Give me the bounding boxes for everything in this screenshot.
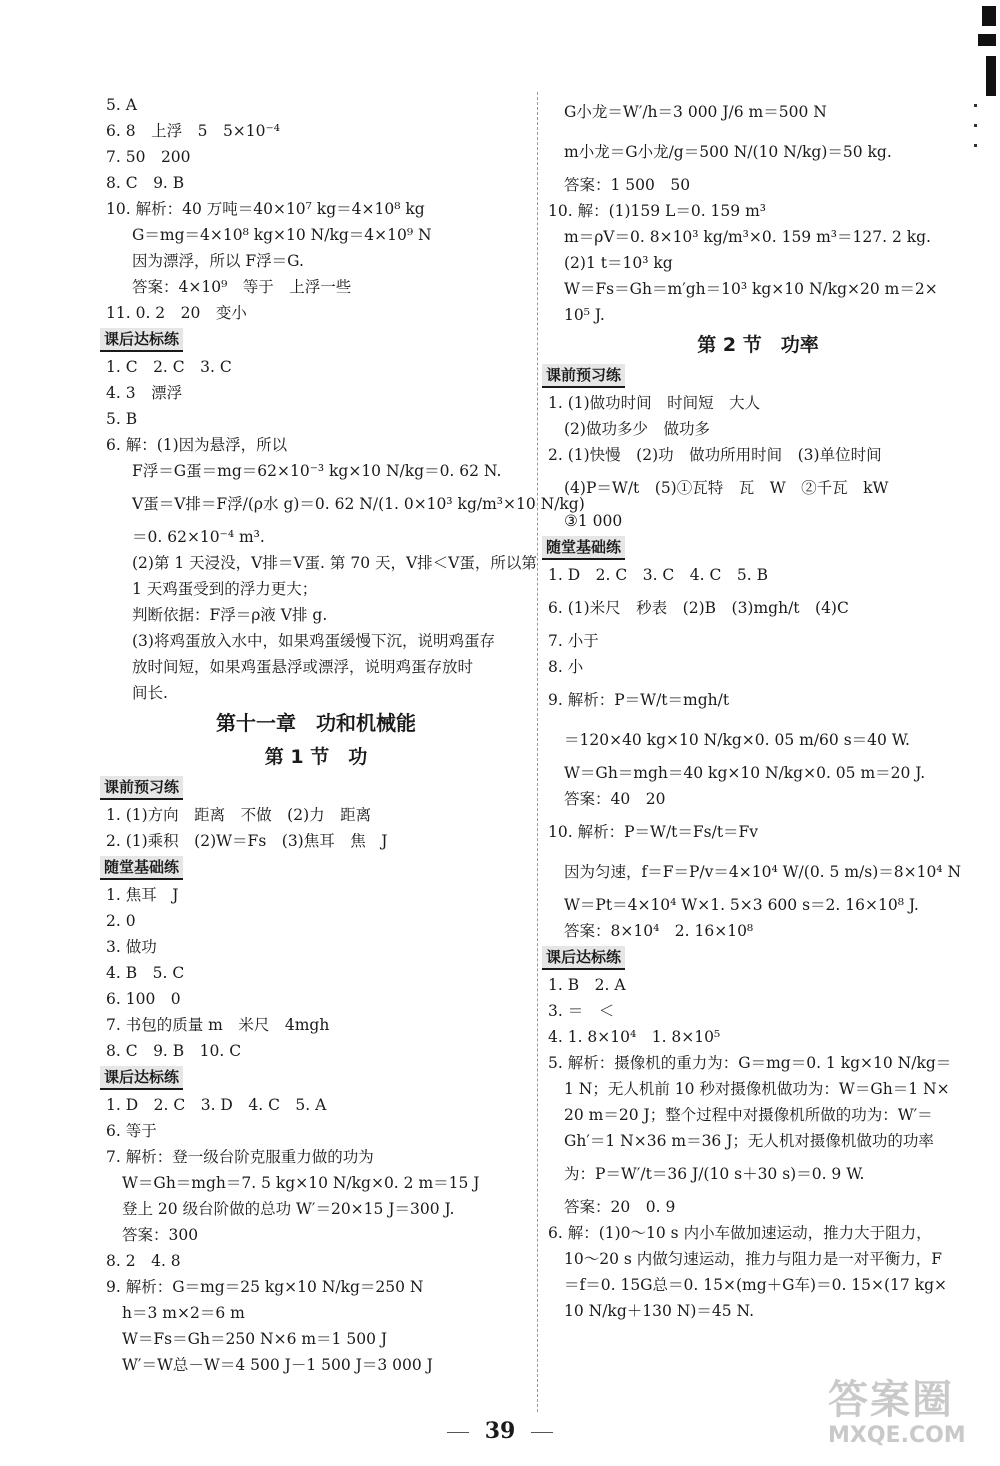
answer-line: 答案：40 20: [564, 790, 666, 808]
answer-line: (2)第 1 天浸没，V排＝V蛋. 第 70 天，V排＜V蛋，所以第: [132, 554, 537, 572]
answer-line: 7. 小于: [548, 632, 599, 650]
answer-line: 10～20 s 内做匀速运动，推力与阻力是一对平衡力，F: [564, 1250, 943, 1268]
section-label: 课后达标练: [100, 1066, 183, 1090]
answer-line: ③1 000: [564, 512, 623, 530]
answer-line: W＝Gh＝mgh＝40 kg×10 N/kg×0. 05 m＝20 J.: [564, 764, 926, 782]
answer-line: 10. 解：(1)159 L＝0. 159 m³: [548, 202, 766, 220]
answer-line: 为：P＝W′/t＝36 J/(10 s＋30 s)＝0. 9 W.: [564, 1165, 865, 1183]
answer-line: 8. 2 4. 8: [106, 1252, 181, 1270]
answer-line: 1. 焦耳 J: [106, 886, 179, 904]
section-heading-row: [548, 944, 968, 972]
answer-line: 3. ＝ ＜: [548, 1002, 615, 1020]
section-label: 课前预习练: [100, 776, 183, 800]
right-column: [548, 92, 968, 1324]
answer-line: (2)做功多少 做功多: [564, 420, 710, 438]
answer-line: (2)1 t＝10³ kg: [564, 254, 673, 272]
watermark-logo: [828, 1378, 988, 1460]
answer-line: (4)P＝W/t (5)①瓦特 瓦 W ②千瓦 kW: [564, 479, 889, 497]
section-label: 随堂基础练: [542, 536, 625, 560]
answer-line: 7. 解析：登一级台阶克服重力做的功为: [106, 1148, 374, 1166]
answer-line: F浮＝G蛋＝mg＝62×10⁻³ kg×10 N/kg＝0. 62 N.: [132, 462, 502, 480]
answer-line: 答案：1 500 50: [564, 176, 691, 194]
section-heading-row: [106, 854, 526, 882]
page-number-value: 39: [484, 1418, 516, 1444]
answer-line: 答案：4×10⁹ 等于 上浮一些: [132, 278, 352, 296]
answer-line: 2. (1)乘积 (2)W＝Fs (3)焦耳 焦 J: [106, 832, 388, 850]
answer-line: 4. 1. 8×10⁴ 1. 8×10⁵: [548, 1028, 721, 1046]
page-number-dash-right: [531, 1432, 553, 1433]
answer-line: 4. 3 漂浮: [106, 384, 183, 402]
section-heading-row: [106, 1064, 526, 1092]
answer-line: 3. 做功: [106, 938, 157, 956]
answer-line: 答案：20 0. 9: [564, 1198, 676, 1216]
section-label: 课后达标练: [542, 946, 625, 970]
answer-line: W＝Fs＝Gh＝250 N×6 m＝1 500 J: [122, 1330, 388, 1348]
watermark-title: 答案圈: [828, 1377, 954, 1423]
answer-line: 判断依据：F浮＝ρ液 V排 g.: [132, 606, 328, 624]
answer-line: (3)将鸡蛋放入水中，如果鸡蛋缓慢下沉，说明鸡蛋存: [132, 632, 495, 650]
answer-line: 8. 小: [548, 658, 584, 676]
answer-line: V蛋＝V排＝F浮/(ρ水 g)＝0. 62 N/(1. 0×10³ kg/m³×10 N/kg): [132, 495, 585, 513]
answer-line: G小龙＝W′/h＝3 000 J/6 m＝500 N: [564, 103, 827, 121]
answer-line: 6. 8 上浮 5 5×10⁻⁴: [106, 122, 280, 140]
answer-line: W′＝W总－W＝4 500 J－1 500 J＝3 000 J: [122, 1356, 433, 1374]
answer-line: 5. 解析：摄像机的重力为：G＝mg＝0. 1 kg×10 N/kg＝: [548, 1054, 952, 1072]
answer-line: 间长.: [132, 684, 168, 702]
answer-line: 1. (1)方向 距离 不做 (2)力 距离: [106, 806, 372, 824]
answer-line: ＝0. 62×10⁻⁴ m³.: [132, 528, 265, 546]
section-label: 随堂基础练: [100, 856, 183, 880]
answer-line: 因为匀速，f＝F＝P/v＝4×10⁴ W/(0. 5 m/s)＝8×10⁴ N: [564, 863, 962, 881]
chapter-title: 第十一章 功和机械能: [216, 711, 416, 735]
answer-line: 11. 0. 2 20 变小: [106, 304, 247, 322]
answer-line: 6. (1)米尺 秒表 (2)B (3)mgh/t (4)C: [548, 599, 849, 617]
answer-line: Gh′＝1 N×36 m＝36 J；无人机对摄像机做功的功率: [564, 1132, 934, 1150]
answer-line: G＝mg＝4×10⁸ kg×10 N/kg＝4×10⁹ N: [132, 226, 432, 244]
answer-line: ＝120×40 kg×10 N/kg×0. 05 m/60 s＝40 W.: [564, 731, 910, 749]
answer-line: 1. (1)做功时间 时间短 大人: [548, 394, 761, 412]
answer-line: 1 天鸡蛋受到的浮力更大；: [132, 580, 318, 598]
answer-line: W＝Pt＝4×10⁴ W×1. 5×3 600 s＝2. 16×10⁸ J.: [564, 896, 919, 914]
page-number-dash-left: [447, 1432, 469, 1433]
answer-line: 2. (1)快慢 (2)功 做功所用时间 (3)单位时间: [548, 446, 882, 464]
section-heading-row: [106, 774, 526, 802]
answer-line: 答案：300: [122, 1226, 199, 1244]
answer-line: 8. C 9. B: [106, 174, 185, 192]
answer-line: 10. 解析：P＝W/t＝Fs/t＝Fv: [548, 823, 759, 841]
answer-line: 放时间短，如果鸡蛋悬浮或漂浮，说明鸡蛋存放时: [132, 658, 474, 676]
lesson-title: 第 2 节 功率: [697, 334, 819, 356]
section-heading-row: [106, 326, 526, 354]
answer-line: 6. 解：(1)0～10 s 内小车做加速运动，推力大于阻力，: [548, 1224, 932, 1242]
answer-line: 登上 20 级台阶做的总功 W′＝20×15 J＝300 J.: [122, 1200, 455, 1218]
answer-line: 5. A: [106, 96, 137, 114]
answer-line: 6. 解：(1)因为悬浮，所以: [106, 436, 288, 454]
answer-line: 2. 0: [106, 912, 136, 930]
answer-line: 1. B 2. A: [548, 976, 626, 994]
answer-line: 10. 解析：40 万吨＝40×10⁷ kg＝4×10⁸ kg: [106, 200, 425, 218]
section-label: 课后达标练: [100, 328, 183, 352]
answer-line: 4. B 5. C: [106, 964, 185, 982]
answer-line: 1. C 2. C 3. C: [106, 358, 232, 376]
answer-line: 答案：8×10⁴ 2. 16×10⁸: [564, 922, 754, 940]
answer-line: 7. 50 200: [106, 148, 191, 166]
watermark-url: MXQE.COM: [828, 1423, 966, 1448]
section-heading-row: [548, 362, 968, 390]
lesson-title: 第 1 节 功: [264, 746, 368, 768]
column-divider: [537, 92, 538, 1412]
answer-line: 20 m＝20 J；整个过程中对摄像机所做的功为：W′＝: [564, 1106, 933, 1124]
answer-line: 8. C 9. B 10. C: [106, 1042, 242, 1060]
answer-line: 因为漂浮，所以 F浮＝G.: [132, 252, 304, 270]
answer-line: m＝ρV＝0. 8×10³ kg/m³×0. 159 m³＝127. 2 kg.: [564, 228, 931, 246]
answer-line: 5. B: [106, 410, 138, 428]
answer-line: ＝f＝0. 15G总＝0. 15×(mg＋G车)＝0. 15×(17 kg×: [564, 1276, 948, 1294]
page-edge-marks: [966, 0, 1000, 200]
answer-line: 1. D 2. C 3. C 4. C 5. B: [548, 566, 768, 584]
answer-line: 6. 等于: [106, 1122, 157, 1140]
section-label: 课前预习练: [542, 364, 625, 388]
answer-line: 1 N；无人机前 10 秒对摄像机做功为：W＝Gh＝1 N×: [564, 1080, 950, 1098]
section-heading-row: [548, 534, 968, 562]
answer-line: 10⁵ J.: [564, 306, 605, 324]
answer-line: m小龙＝G小龙/g＝500 N/(10 N/kg)＝50 kg.: [564, 143, 892, 161]
answer-line: h＝3 m×2＝6 m: [122, 1304, 245, 1322]
answer-line: 10 N/kg＋130 N)＝45 N.: [564, 1302, 755, 1320]
answer-line: W＝Gh＝mgh＝7. 5 kg×10 N/kg×0. 2 m＝15 J: [122, 1174, 480, 1192]
answer-line: 7. 书包的质量 m 米尺 4mgh: [106, 1016, 330, 1034]
answer-line: 9. 解析：P＝W/t＝mgh/t: [548, 691, 730, 709]
answer-line: W＝Fs＝Gh＝m′gh＝10³ kg×10 N/kg×20 m＝2×: [564, 280, 938, 298]
answer-line: 6. 100 0: [106, 990, 181, 1008]
answer-line: 9. 解析：G＝mg＝25 kg×10 N/kg＝250 N: [106, 1278, 424, 1296]
answer-line: 1. D 2. C 3. D 4. C 5. A: [106, 1096, 327, 1114]
